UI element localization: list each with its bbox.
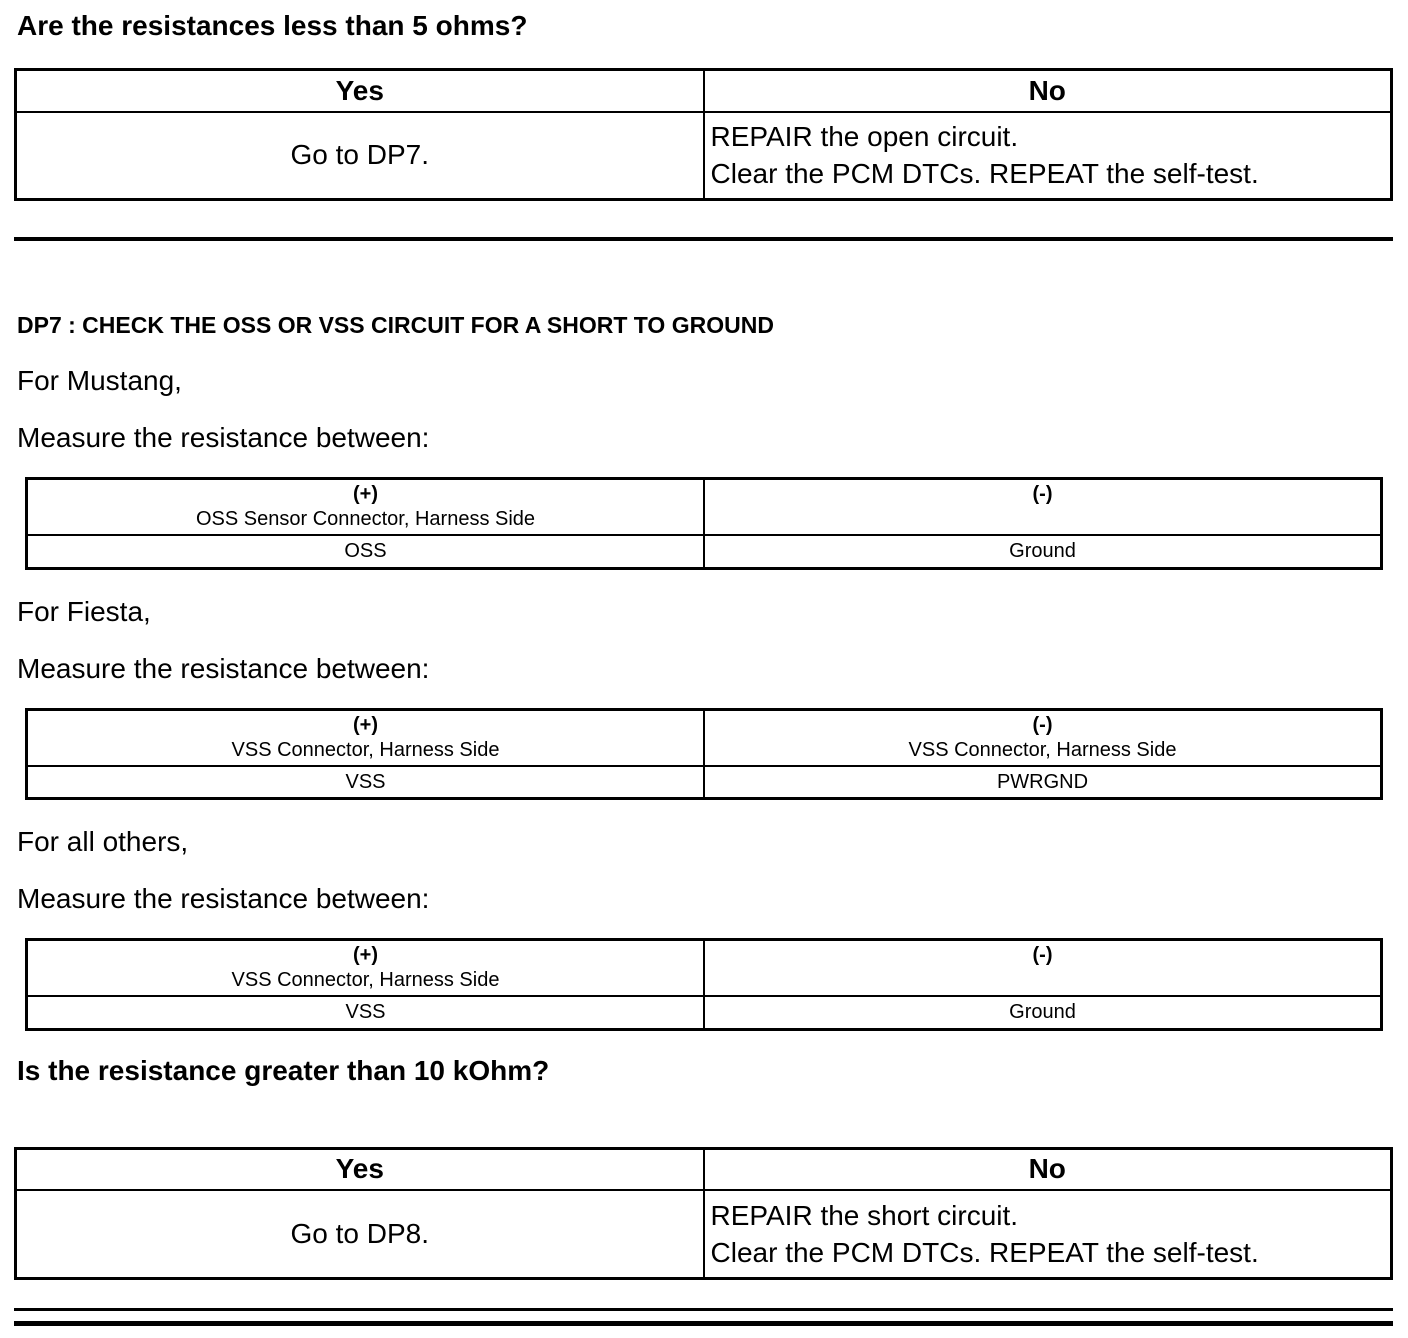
question-resistance-greater-10-kohm: Is the resistance greater than 10 kOhm? [17, 1054, 550, 1086]
decision-top-yes-action: Go to DP7. [16, 112, 704, 200]
plus-pin-cell: OSS [27, 535, 705, 568]
plus-header-cell [27, 479, 705, 536]
minus-pin-cell: Ground [704, 535, 1382, 568]
measurement-body-row [27, 766, 1382, 799]
decision-bottom-body-row [16, 1190, 1392, 1278]
measurement-body-row [27, 996, 1382, 1029]
vehicle-label-fiesta: For Fiesta, [17, 595, 151, 627]
measurement-header-row [27, 479, 1382, 536]
decision-bottom-no-header: No [704, 1148, 1392, 1190]
decision-table-top [14, 68, 1393, 201]
measure-instruction-mustang: Measure the resistance between: [17, 422, 430, 453]
minus-header-cell [704, 940, 1382, 997]
decision-bottom-header-row [16, 1148, 1392, 1190]
measurement-header-row [27, 709, 1382, 766]
minus-header-cell [704, 479, 1382, 536]
measurement-table-mustang [25, 477, 1383, 570]
measurement-header-row [27, 940, 1382, 997]
plus-pin-cell: VSS [27, 996, 705, 1029]
question-resistances-less-than-5-ohms: Are the resistances less than 5 ohms? [17, 10, 528, 41]
plus-symbol: (+) [353, 944, 378, 966]
end-divider-thick [14, 1321, 1393, 1326]
decision-bottom-no-action [704, 1190, 1392, 1278]
decision-top-yes-header: Yes [16, 70, 704, 112]
decision-bottom-yes-header: Yes [16, 1148, 704, 1190]
dp7-step-heading: DP7 : CHECK THE OSS OR VSS CIRCUIT FOR A SHORT TO GROUND [17, 312, 774, 338]
plus-header-cell [27, 709, 705, 766]
plus-symbol: (+) [353, 483, 378, 505]
decision-top-no-header: No [704, 70, 1392, 112]
decision-bottom-yes-action: Go to DP8. [16, 1190, 704, 1278]
decision-top-header-row [16, 70, 1392, 112]
minus-detail: VSS Connector, Harness Side [908, 738, 1177, 761]
plus-detail: VSS Connector, Harness Side [231, 969, 500, 991]
decision-bottom-no-action-line-2: Clear the PCM DTCs. REPEAT the self-test. [710, 1236, 1259, 1268]
vehicle-label-all-others: For all others, [17, 826, 189, 857]
plus-detail: VSS Connector, Harness Side [231, 738, 500, 761]
plus-header-cell [27, 940, 705, 997]
minus-symbol: (-) [1032, 483, 1053, 505]
decision-top-body-row [16, 112, 1392, 200]
measurement-body-row [27, 535, 1382, 568]
measure-instruction-fiesta: Measure the resistance between: [17, 652, 430, 684]
measure-instruction-all-others: Measure the resistance between: [17, 883, 430, 914]
end-divider-thin [14, 1308, 1393, 1311]
decision-top-no-action-line-1: REPAIR the open circuit. [710, 121, 1019, 153]
minus-header-cell [704, 709, 1382, 766]
decision-top-no-action [704, 112, 1392, 200]
decision-table-bottom [14, 1147, 1393, 1280]
plus-pin-cell: VSS [27, 766, 705, 799]
decision-bottom-no-action-line-1: REPAIR the short circuit. [710, 1199, 1019, 1231]
vehicle-label-mustang: For Mustang, [17, 365, 182, 396]
minus-pin-cell: PWRGND [704, 766, 1382, 799]
decision-top-no-action-line-2: Clear the PCM DTCs. REPEAT the self-test. [710, 158, 1259, 190]
measurement-table-fiesta [25, 708, 1383, 801]
minus-pin-cell: Ground [704, 996, 1382, 1029]
plus-detail: OSS Sensor Connector, Harness Side [195, 508, 536, 530]
plus-symbol: (+) [353, 713, 378, 736]
minus-symbol: (-) [1032, 944, 1053, 966]
measurement-table-all-others [25, 938, 1383, 1031]
minus-symbol: (-) [1032, 713, 1053, 736]
section-divider [14, 237, 1393, 241]
